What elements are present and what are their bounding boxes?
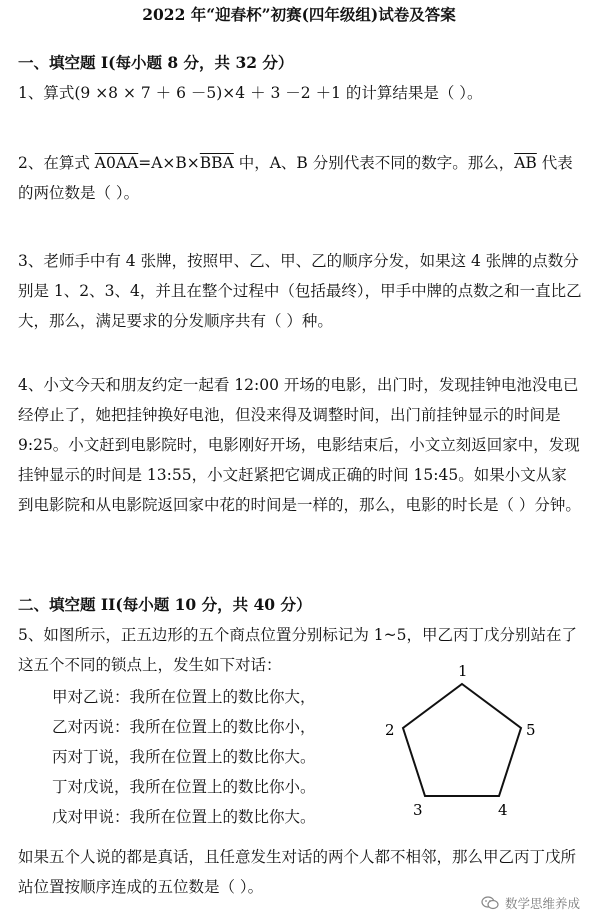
vertex-label-1: 1 bbox=[458, 662, 468, 680]
dialogue-line: 戊对甲说：我所在位置上的数比你大。 bbox=[52, 808, 316, 826]
page-title: 2022 年“迎春杯”初赛(四年级组)试卷及答案 bbox=[142, 5, 456, 24]
section-heading-1: 一、填空题 I(每小题 8 分，共 32 分） bbox=[18, 53, 294, 72]
question-1: 1、算式(9 ×8 × 7 ＋ 6 －5)×4 ＋ 3 －2 ＋1 的计算结果是（ ）。 bbox=[18, 84, 483, 102]
dialogue-line: 甲对乙说：我所在位置上的数比你大， bbox=[52, 688, 316, 706]
question-3: 3、老师手中有 4 张牌，按照甲、乙、甲、乙的顺序分发，如果这 4 张牌的点数分别是 1、2、3、4，并且在整个过程中（包括最终），甲手中牌的点数之和一直比乙大，那么，满足要求的分发顺序共有（ ）种。 bbox=[18, 252, 582, 330]
question-5-intro: 5、如图所示，正五边形的五个商点位置分别标记为 1~5，甲乙丙丁戊分别站在了这五个不同的锁点上，发生如下对话： bbox=[18, 626, 578, 674]
q2-mid-1: =A×B× bbox=[138, 154, 200, 172]
watermark-text: 数学思维养成 bbox=[504, 896, 580, 911]
q2-suffix: 代表的两位数是（ ）。 bbox=[18, 154, 573, 202]
question-5-dialogues bbox=[52, 682, 316, 832]
q2-overline-number-1: A0AA bbox=[94, 154, 139, 172]
pentagon-shape bbox=[403, 684, 521, 796]
dialogue-line: 丙对丁说，我所在位置上的数比你大。 bbox=[52, 748, 316, 766]
vertex-label-2: 2 bbox=[385, 721, 395, 739]
watermark bbox=[481, 894, 580, 912]
dialogue-line: 乙对丙说：我所在位置上的数比你小， bbox=[52, 718, 316, 736]
q2-prefix: 2、在算式 bbox=[18, 154, 95, 172]
section-heading-2: 二、填空题 II(每小题 10 分，共 40 分） bbox=[18, 595, 312, 614]
vertex-label-5: 5 bbox=[526, 721, 536, 739]
pentagon-figure bbox=[372, 660, 552, 820]
question-4: 4、小文今天和朋友约定一起看 12:00 开场的电影，出门时，发现挂钟电池没电已经停止了，她把挂钟换好电池，但没来得及调整时间，出门前挂钟显示的时间是 9:25。小文赶到电影院时，电影刚好开场，电影结束后，小文立刻返回家中，发现挂钟显示的时间是 13:55，小文赶紧把它调成正确的时间 15:45。如果小文从家到电影院和从电影院返回家中花的时间是一样的，那么，电影的时长是（ ）分钟。 bbox=[18, 376, 581, 514]
question-5-conclusion: 如果五个人说的都是真话，且任意发生对话的两个人都不相邻，那么甲乙丙丁戊所站位置按顺序连成的五位数是（ ）。 bbox=[18, 848, 577, 896]
vertex-label-3: 3 bbox=[413, 801, 423, 819]
wechat-icon bbox=[481, 896, 499, 910]
question-2 bbox=[18, 148, 582, 208]
q2-mid-2: 中，A、B 分别代表不同的数字。那么， bbox=[233, 154, 515, 172]
dialogue-line: 丁对戊说，我所在位置上的数比你小。 bbox=[52, 778, 316, 796]
q2-overline-number-3: $\overline{AB}$ bbox=[514, 154, 537, 172]
q2-overline-number-2: $\overline{BBA}$ bbox=[199, 154, 234, 172]
vertex-label-4: 4 bbox=[498, 801, 508, 819]
